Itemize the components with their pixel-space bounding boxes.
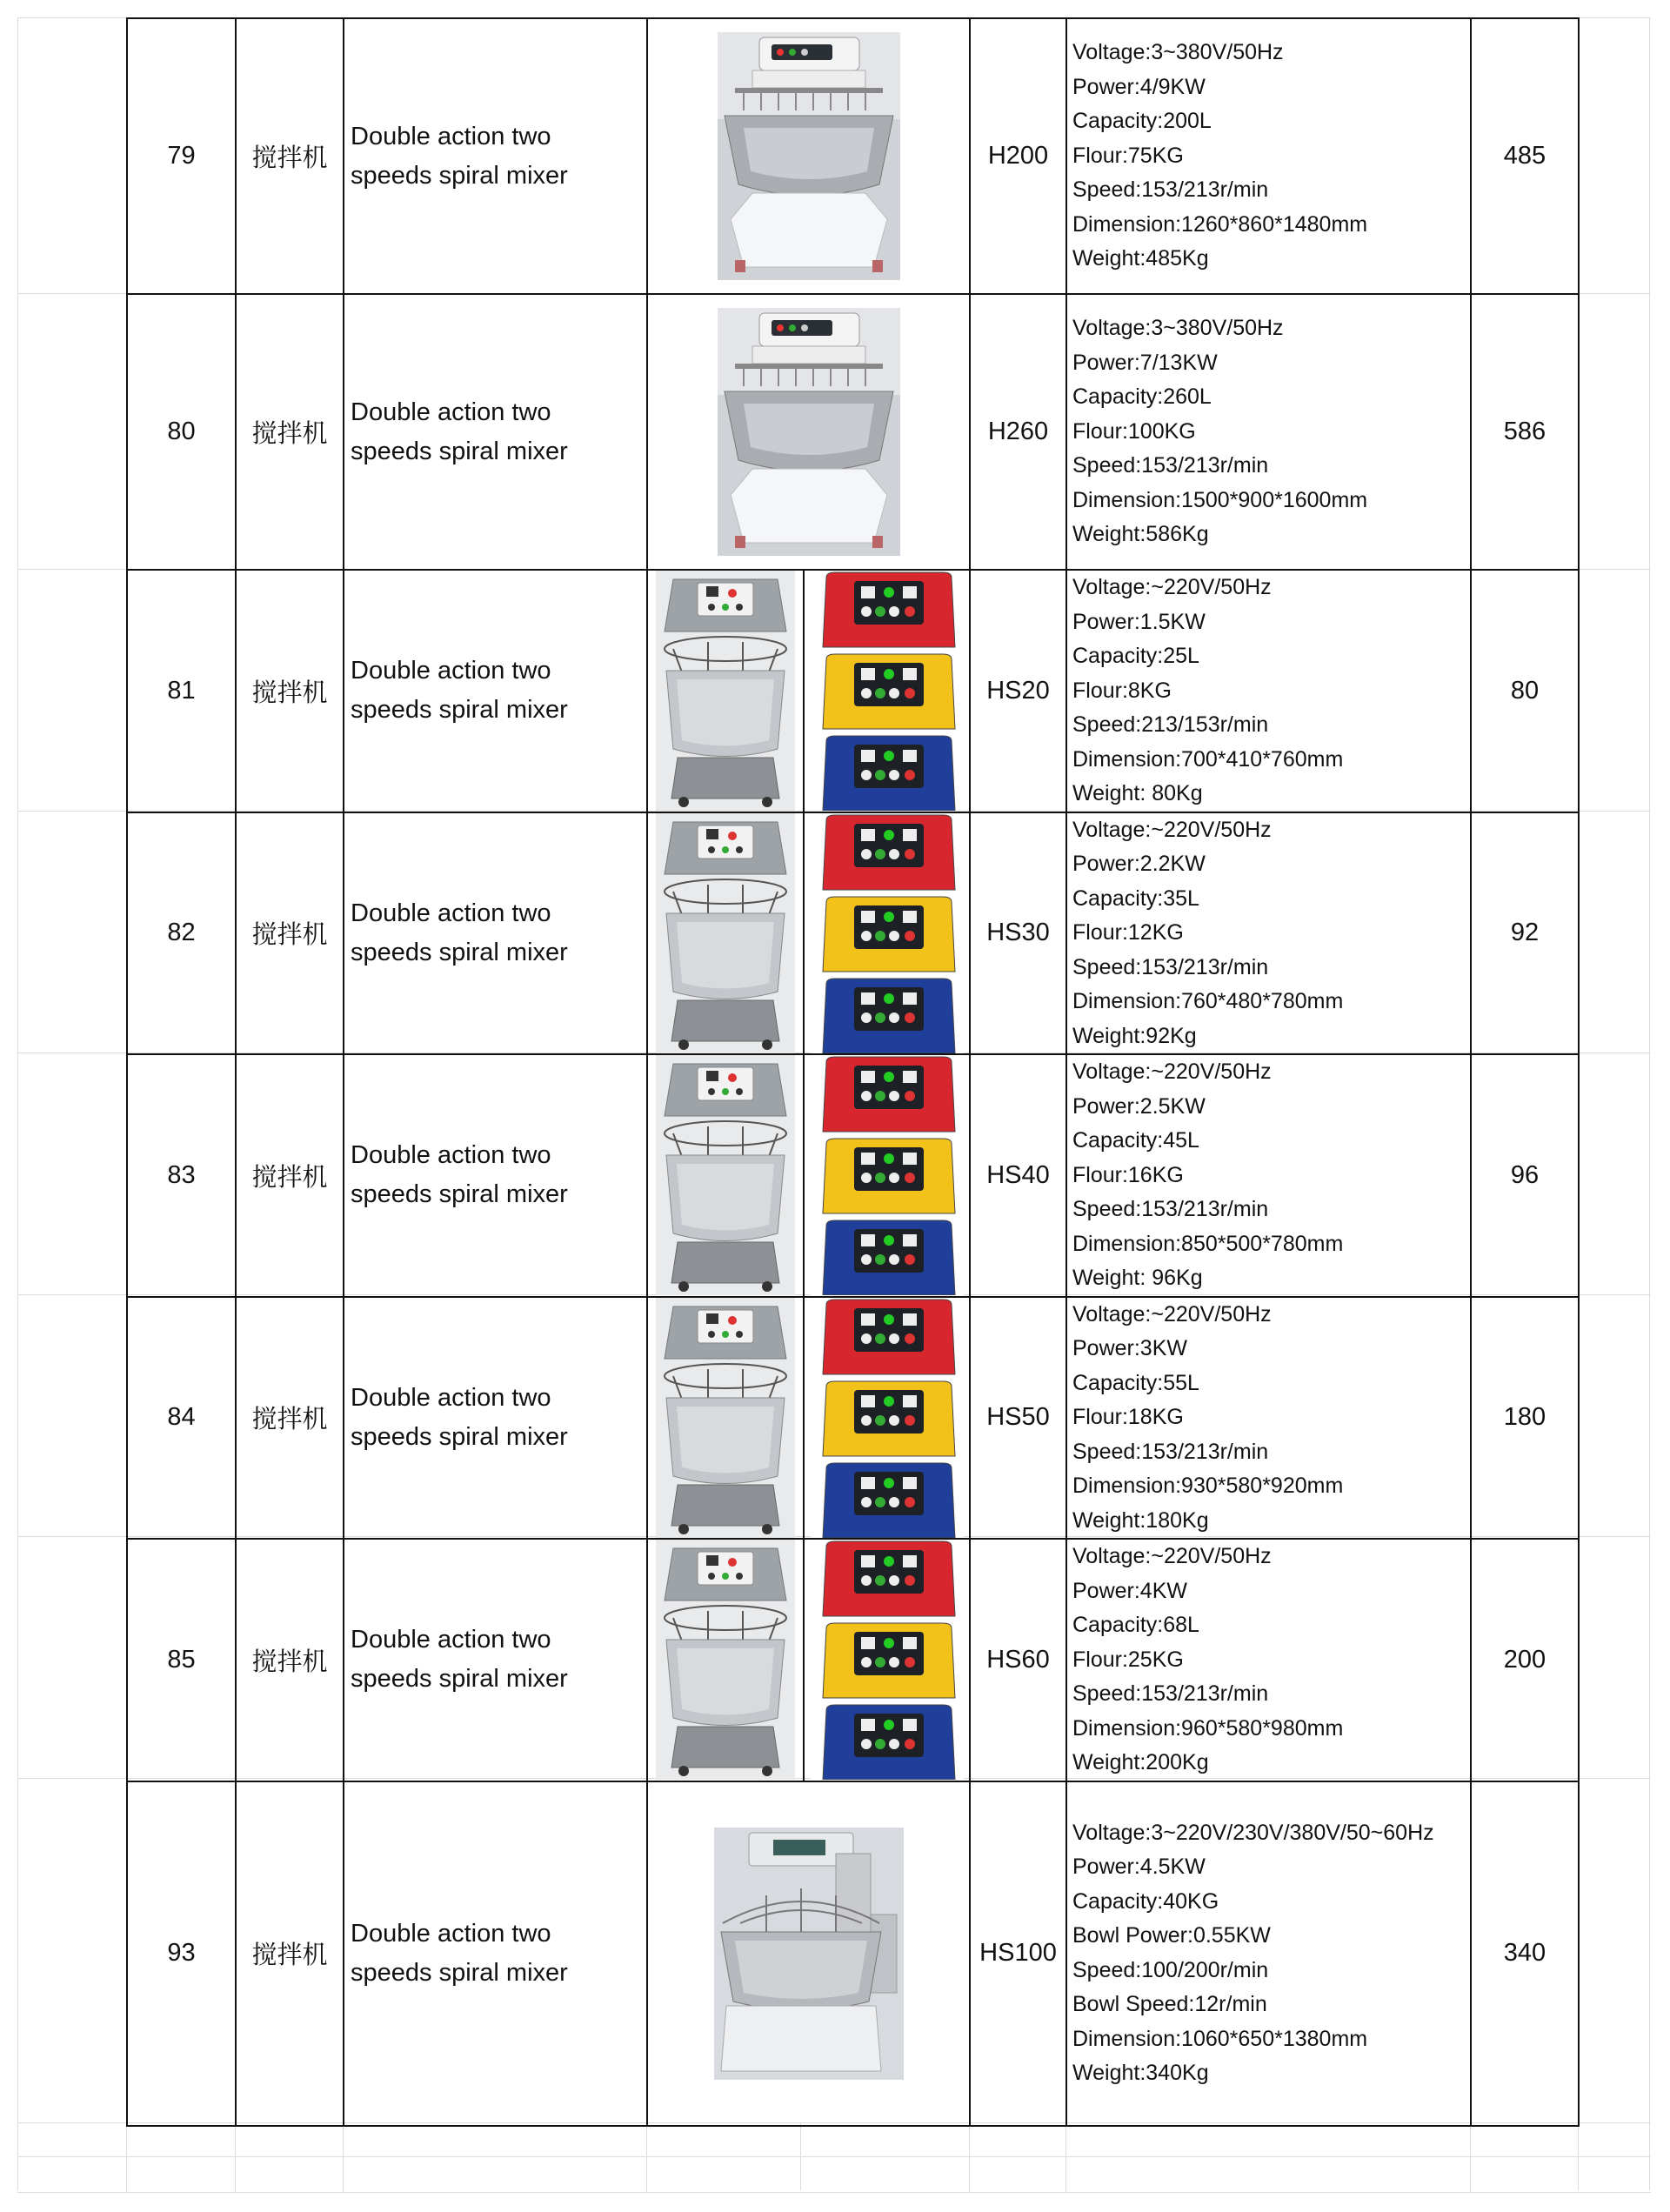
item-number: 81	[127, 570, 236, 812]
spec-line: Speed:153/213r/min	[1072, 453, 1269, 478]
spec-line: Speed:153/213r/min	[1072, 954, 1269, 979]
model-number: HS40	[970, 1054, 1066, 1297]
product-description	[344, 570, 647, 812]
control-panel-colors-image	[811, 1298, 964, 1538]
product-image-cell	[647, 1054, 970, 1297]
product-image-cell	[647, 1539, 970, 1781]
spec-line: Speed:153/213r/min	[1072, 1197, 1269, 1221]
spec-line: Speed:153/213r/min	[1072, 1681, 1269, 1706]
description-line-1: Double action two	[351, 1626, 551, 1654]
product-row	[127, 1297, 1579, 1540]
product-description	[344, 1054, 647, 1297]
product-row	[127, 570, 1579, 812]
product-description	[344, 1297, 647, 1540]
description-line-2: speeds spiral mixer	[351, 437, 568, 465]
product-image-cell	[647, 812, 970, 1055]
spec-line: Weight:200Kg	[1072, 1750, 1209, 1774]
spec-line: Speed:100/200r/min	[1072, 1957, 1269, 1982]
spec-line: Weight:586Kg	[1072, 522, 1209, 547]
spec-line: Power:4/9KW	[1072, 74, 1206, 99]
weight-value: 80	[1471, 570, 1579, 812]
spec-line: Voltage:~220V/50Hz	[1072, 1059, 1272, 1084]
weight-value: 485	[1471, 18, 1579, 294]
spec-line: Dimension:960*580*980mm	[1072, 1715, 1344, 1741]
chinese-name: 搅拌机	[236, 1054, 344, 1297]
spec-line: Bowl Speed:12r/min	[1072, 1992, 1267, 2016]
spiral-mixer-small-image	[656, 1055, 795, 1295]
control-panel-colors-image	[811, 571, 964, 811]
spec-line: Flour:75KG	[1072, 143, 1184, 168]
item-number: 84	[127, 1297, 236, 1540]
spiral-mixer-small-image	[656, 813, 795, 1053]
product-row	[127, 294, 1579, 570]
spec-line: Dimension:930*580*920mm	[1072, 1474, 1344, 1498]
item-number: 79	[127, 18, 236, 294]
spec-line: Dimension:1500*900*1600mm	[1072, 487, 1368, 512]
spec-line: Weight: 96Kg	[1072, 1266, 1203, 1290]
product-image-cell	[647, 570, 970, 812]
product-description	[344, 812, 647, 1055]
spec-line: Dimension:1060*650*1380mm	[1072, 2026, 1368, 2051]
spec-line: Speed:153/213r/min	[1072, 1439, 1269, 1464]
product-row	[127, 18, 1579, 294]
spec-line: Capacity:25L	[1072, 644, 1199, 668]
model-number: HS100	[970, 1781, 1066, 2126]
spec-line: Flour:100KG	[1072, 418, 1196, 444]
specifications	[1066, 1054, 1471, 1297]
chinese-name: 搅拌机	[236, 18, 344, 294]
spec-line: Speed:153/213r/min	[1072, 177, 1269, 203]
product-description	[344, 294, 647, 570]
spec-line: Power:2.5KW	[1072, 1093, 1206, 1119]
model-number: HS20	[970, 570, 1066, 812]
spec-line: Power:7/13KW	[1072, 350, 1218, 375]
spec-line: Flour:18KG	[1072, 1405, 1184, 1429]
description-line-2: speeds spiral mixer	[351, 1422, 568, 1451]
specifications	[1066, 812, 1471, 1055]
spec-line: Voltage:3~380V/50Hz	[1072, 40, 1284, 65]
model-number: HS30	[970, 812, 1066, 1055]
spec-line: Capacity:35L	[1072, 885, 1199, 911]
control-panel-colors-image	[811, 813, 964, 1053]
spec-line: Voltage:~220V/50Hz	[1072, 575, 1272, 599]
model-number: H200	[970, 18, 1066, 294]
spec-line: Flour:25KG	[1072, 1647, 1184, 1672]
spiral-mixer-small-image	[656, 1298, 795, 1538]
spec-line: Weight:180Kg	[1072, 1507, 1209, 1533]
chinese-name: 搅拌机	[236, 812, 344, 1055]
spec-line: Voltage:3~220V/230V/380V/50~60Hz	[1072, 1820, 1434, 1845]
specifications	[1066, 570, 1471, 812]
chinese-name: 搅拌机	[236, 570, 344, 812]
description-line-1: Double action two	[351, 899, 551, 927]
spec-line: Flour:8KG	[1072, 678, 1172, 703]
item-number: 85	[127, 1539, 236, 1781]
spec-line: Weight: 80Kg	[1072, 781, 1203, 805]
description-line-1: Double action two	[351, 1383, 551, 1412]
spec-line: Capacity:55L	[1072, 1370, 1199, 1395]
description-line-2: speeds spiral mixer	[351, 1958, 568, 1987]
spec-line: Weight:340Kg	[1072, 2061, 1209, 2085]
weight-value: 92	[1471, 812, 1579, 1055]
spec-line: Flour:16KG	[1072, 1162, 1184, 1187]
description-line-2: speeds spiral mixer	[351, 161, 568, 190]
spec-line: Capacity:45L	[1072, 1128, 1199, 1153]
spec-line: Dimension:850*500*780mm	[1072, 1231, 1344, 1256]
spec-line: Voltage:~220V/50Hz	[1072, 1301, 1272, 1327]
specifications	[1066, 1539, 1471, 1781]
weight-value: 200	[1471, 1539, 1579, 1781]
chinese-name: 搅拌机	[236, 1297, 344, 1540]
spec-line: Voltage:~220V/50Hz	[1072, 817, 1272, 842]
spec-line: Power:2.2KW	[1072, 852, 1206, 876]
model-number: HS60	[970, 1539, 1066, 1781]
product-image-cell	[647, 1781, 970, 2126]
description-line-2: speeds spiral mixer	[351, 1180, 568, 1209]
spec-line: Voltage:~220V/50Hz	[1072, 1544, 1272, 1568]
specifications	[1066, 294, 1471, 570]
item-number: 80	[127, 294, 236, 570]
spec-line: Capacity:68L	[1072, 1613, 1199, 1637]
spec-line: Capacity:40KG	[1072, 1888, 1219, 1914]
description-line-2: speeds spiral mixer	[351, 938, 568, 966]
specifications	[1066, 18, 1471, 294]
specifications	[1066, 1297, 1471, 1540]
description-line-1: Double action two	[351, 1141, 551, 1170]
product-image-cell	[647, 1297, 970, 1540]
specifications	[1066, 1781, 1471, 2126]
spiral-mixer-small-image	[656, 1540, 795, 1780]
description-line-1: Double action two	[351, 398, 551, 426]
spec-line: Bowl Power:0.55KW	[1072, 1923, 1271, 1948]
spiral-mixer-small-image	[656, 571, 795, 811]
product-image-cell	[647, 294, 970, 570]
spec-line: Flour:12KG	[1072, 920, 1184, 945]
spec-line: Dimension:760*480*780mm	[1072, 989, 1344, 1013]
description-line-1: Double action two	[351, 122, 551, 150]
product-table	[126, 17, 1580, 2127]
description-line-2: speeds spiral mixer	[351, 1665, 568, 1694]
spec-line: Weight:92Kg	[1072, 1023, 1197, 1048]
chinese-name: 搅拌机	[236, 1539, 344, 1781]
spec-line: Dimension:700*410*760mm	[1072, 746, 1344, 772]
description-line-1: Double action two	[351, 657, 551, 685]
model-number: H260	[970, 294, 1066, 570]
product-description	[344, 1781, 647, 2126]
weight-value: 340	[1471, 1781, 1579, 2126]
product-row	[127, 1539, 1579, 1781]
model-number: HS50	[970, 1297, 1066, 1540]
product-row	[127, 1781, 1579, 2126]
product-description	[344, 1539, 647, 1781]
product-row	[127, 812, 1579, 1055]
spec-line: Power:1.5KW	[1072, 609, 1206, 634]
spec-line: Speed:213/153r/min	[1072, 712, 1269, 737]
spiral-mixer-side-image	[714, 1828, 904, 2080]
weight-value: 180	[1471, 1297, 1579, 1540]
spec-line: Power:4.5KW	[1072, 1854, 1206, 1879]
product-image-cell	[647, 18, 970, 294]
product-table-body	[127, 18, 1579, 2126]
spec-line: Capacity:200L	[1072, 109, 1212, 134]
weight-value: 96	[1471, 1054, 1579, 1297]
spec-line: Weight:485Kg	[1072, 246, 1209, 271]
spec-line: Capacity:260L	[1072, 384, 1212, 410]
spec-line: Power:3KW	[1072, 1336, 1187, 1360]
spec-line: Dimension:1260*860*1480mm	[1072, 211, 1368, 237]
product-row	[127, 1054, 1579, 1297]
product-description	[344, 18, 647, 294]
spec-line: Voltage:3~380V/50Hz	[1072, 316, 1284, 341]
item-number: 83	[127, 1054, 236, 1297]
control-panel-colors-image	[811, 1055, 964, 1295]
item-number: 82	[127, 812, 236, 1055]
weight-value: 586	[1471, 294, 1579, 570]
spiral-mixer-large-image	[718, 32, 900, 280]
chinese-name: 搅拌机	[236, 294, 344, 570]
spec-line: Power:4KW	[1072, 1578, 1187, 1603]
spiral-mixer-large-image	[718, 308, 900, 556]
description-line-2: speeds spiral mixer	[351, 696, 568, 725]
chinese-name: 搅拌机	[236, 1781, 344, 2126]
item-number: 93	[127, 1781, 236, 2126]
control-panel-colors-image	[811, 1540, 964, 1780]
description-line-1: Double action two	[351, 1919, 551, 1948]
